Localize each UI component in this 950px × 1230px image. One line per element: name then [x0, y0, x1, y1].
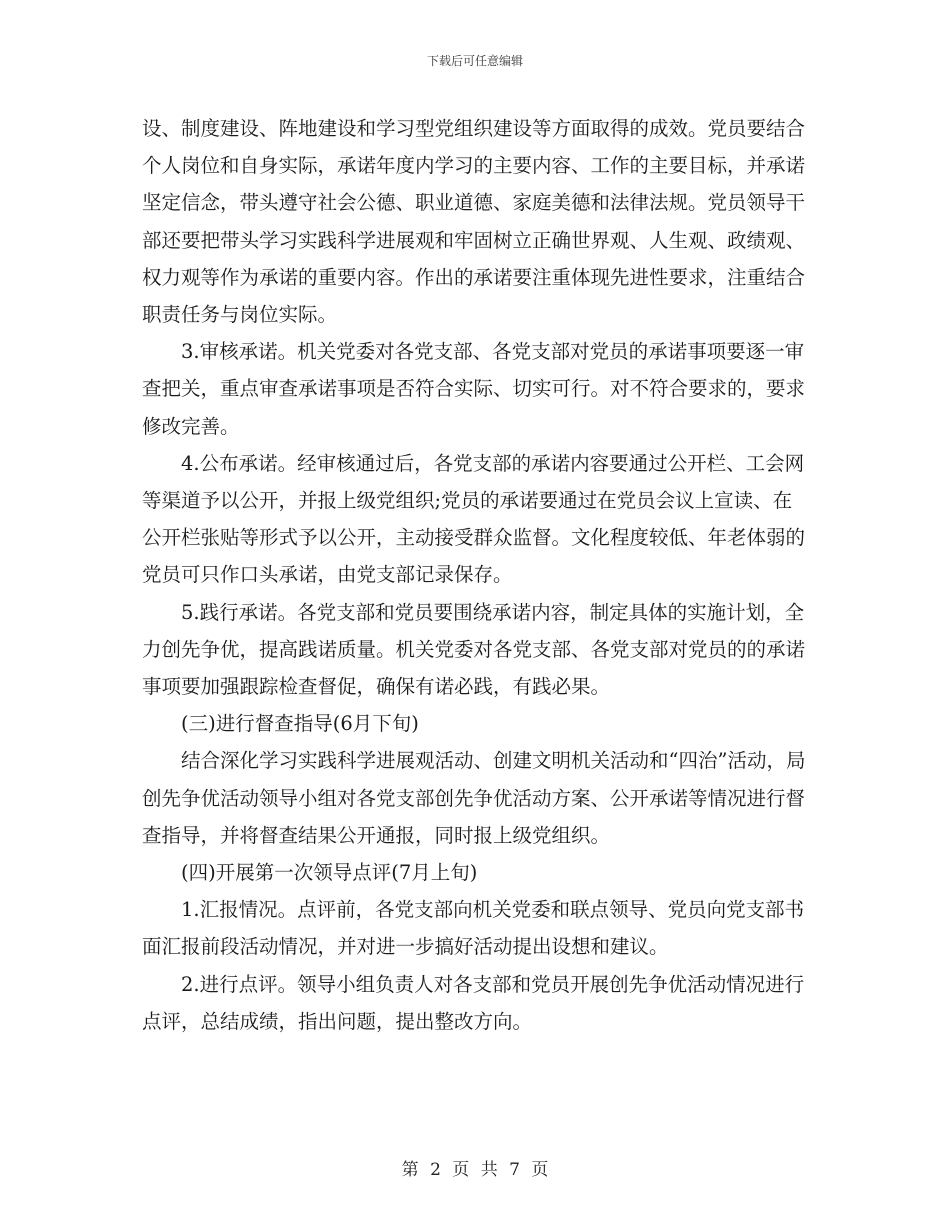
- paragraph-practice-commitment: 5.践行承诺。各党支部和党员要围绕承诺内容，制定具体的实施计划，全力创先争优，提高践诺质量。机关党委对各党支部、各党支部对党员的的承诺事项要加强跟踪检查督促，确保有诺必践，有践必果。: [142, 600, 806, 699]
- section-heading-first-review: (四)开展第一次领导点评(7月上旬): [181, 861, 478, 885]
- section-heading-supervision: (三)进行督查指导(6月下旬): [181, 712, 419, 736]
- paragraph-review-commitment: 3.审核承诺。机关党委对各党支部、各党支部对党员的承诺事项要逐一审查把关，重点审查承诺事项是否符合实际、切实可行。对不符合要求的，要求修改完善。: [142, 340, 806, 438]
- paragraph-supervision: 结合深化学习实践科学进展观活动、创建文明机关活动和“四治”活动，局创先争优活动领导小组对各党支部创先争优活动方案、公开承诺等情况进行督查指导，并将督查结果公开通报，同时报上级党组织。: [142, 749, 806, 847]
- paragraph-continuation: 设、制度建设、阵地建设和学习型党组织建设等方面取得的成效。党员要结合个人岗位和自身实际，承诺年度内学习的主要内容、工作的主要目标，并承诺坚定信念，带头遵守社会公德、职业道德、家庭美德和法律法规。党员领导干部还要把带头学习实践科学进展观和牢固树立正确世界观、人生观、政绩观、权力观等作为承诺的重要内容。作出的承诺要注重体现先进性要求，注重结合职责任务与岗位实际。: [142, 117, 806, 327]
- paragraph-publish-commitment: 4.公布承诺。经审核通过后，各党支部的承诺内容要通过公开栏、工会网等渠道予以公开，并报上级党组织;党员的承诺要通过在党员会议上宣读、在公开栏张贴等形式予以公开，主动接受群众监督。文化程度较低、年老体弱的党员可只作口头承诺，由党支部记录保存。: [142, 451, 806, 587]
- paragraph-report-situation: 1.汇报情况。点评前，各党支部向机关党委和联点领导、党员向党支部书面汇报前段活动情况，并对进一步搞好活动提出设想和建议。: [142, 898, 805, 959]
- paragraph-conduct-review: 2.进行点评。领导小组负责人对各支部和党员开展创先争优活动情况进行点评，总结成绩，指出问题，提出整改方向。: [142, 972, 805, 1033]
- document-body: [142, 110, 808, 1040]
- page-header: 下载后可任意编辑: [426, 54, 523, 68]
- page-footer: 第 2 页 共 7 页: [401, 1160, 549, 1180]
